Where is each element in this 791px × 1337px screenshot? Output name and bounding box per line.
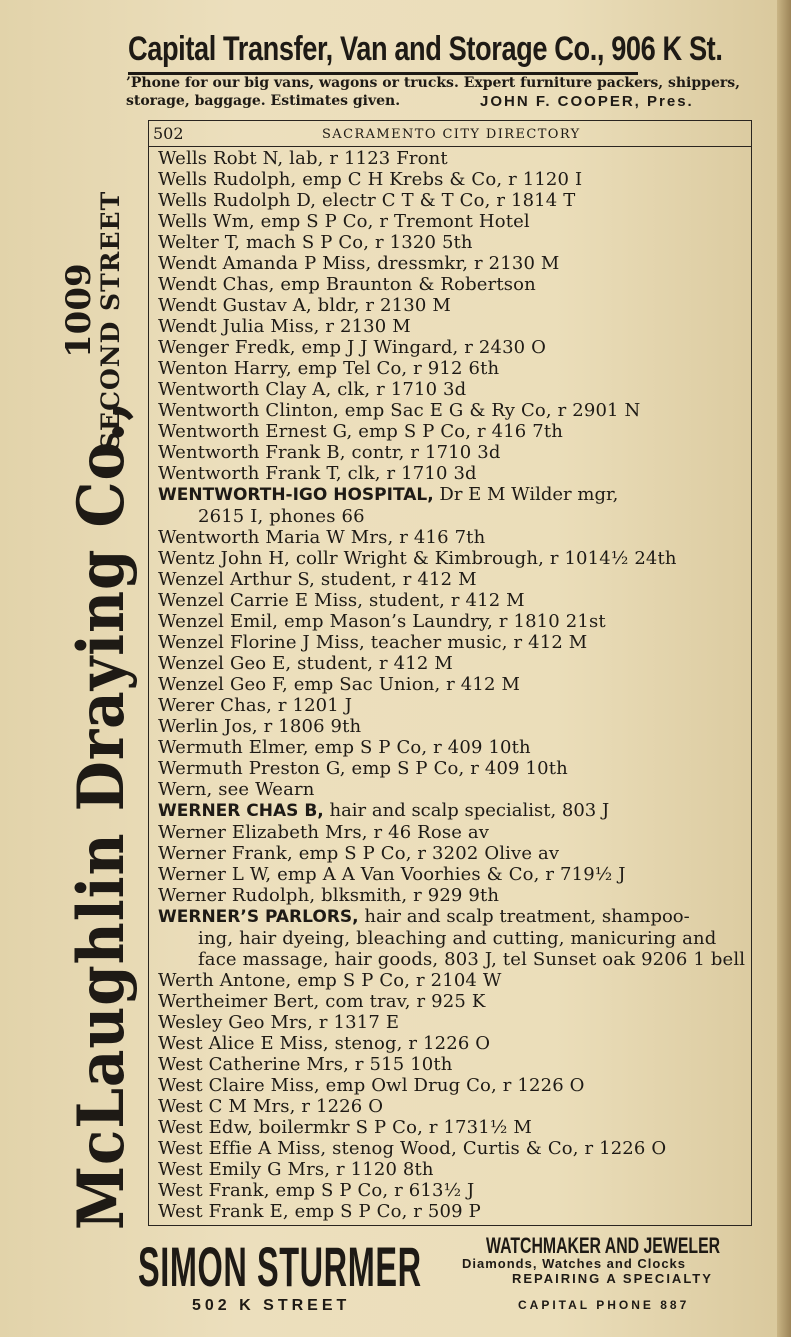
directory-entry: West Frank, emp S P Co, r 613½ J — [158, 1180, 475, 1201]
page-number: 502 — [153, 124, 184, 143]
directory-entry: Wenzel Carrie E Miss, student, r 412 M — [158, 590, 525, 611]
directory-entry: West Frank E, emp S P Co, r 509 P — [158, 1201, 481, 1222]
directory-entry: Wells Wm, emp S P Co, r Tremont Hotel — [158, 211, 530, 232]
directory-entry: Wentworth Frank B, contr, r 1710 3d — [158, 442, 501, 463]
directory-entry: Wells Rudolph, emp C H Krebs & Co, r 1120 I — [158, 169, 583, 190]
directory-entry: Wenzel Arthur S, student, r 412 M — [158, 569, 477, 590]
directory-entry: Werner Frank, emp S P Co, r 3202 Olive av — [158, 843, 560, 864]
directory-entry: Werner Elizabeth Mrs, r 46 Rose av — [158, 822, 490, 843]
directory-entry-continuation: ing, hair dyeing, bleaching and cutting, manicuring and — [198, 928, 717, 949]
directory-entry: Wendt Julia Miss, r 2130 M — [158, 316, 411, 337]
entry-bold-name: WENTWORTH-IGO HOSPITAL, — [158, 485, 434, 505]
top-ad-title: Capital Transfer, Van and Storage Co., 906 K St. — [128, 30, 723, 68]
directory-entry: Werer Chas, r 1201 J — [158, 695, 353, 716]
directory-entry: Wentworth Clay A, clk, r 1710 3d — [158, 379, 467, 400]
directory-entry: Wentz John H, collr Wright & Kimbrough, r 1014½ 24th — [158, 548, 677, 569]
header-rule — [148, 146, 751, 147]
entry-bold-name: WERNER CHAS B, — [158, 801, 324, 821]
directory-entry: Wendt Chas, emp Braunton & Robertson — [158, 274, 536, 295]
directory-entry: Wenzel Geo E, student, r 412 M — [158, 653, 453, 674]
directory-entry: Wern, see Wearn — [158, 779, 315, 800]
directory-entry: Wenger Fredk, emp J J Wingard, r 2430 O — [158, 337, 547, 358]
bottom-ad-name: SIMON STURMER — [138, 1235, 422, 1298]
directory-entry: West Claire Miss, emp Owl Drug Co, r 1226 O — [158, 1075, 585, 1096]
directory-entry: Werlin Jos, r 1806 9th — [158, 716, 362, 737]
directory-entry: Wenzel Florine J Miss, teacher music, r 412 M — [158, 632, 588, 653]
directory-entry: West Edw, boilermkr S P Co, r 1731½ M — [158, 1117, 532, 1138]
entry-text: hair and scalp specialist, 803 J — [323, 800, 610, 821]
directory-entry: Wenzel Geo F, emp Sac Union, r 412 M — [158, 674, 521, 695]
side-ad-street: SECOND STREET — [96, 190, 125, 450]
directory-entry: West Effie A Miss, stenog Wood, Curtis & Co, r 1226 O — [158, 1138, 667, 1159]
directory-entry — [158, 906, 750, 928]
bottom-ad-line-2: Diamonds, Watches and Clocks — [462, 1256, 687, 1271]
directory-entry — [158, 484, 750, 506]
entry-text: hair and scalp treatment, shampoo- — [358, 906, 690, 927]
directory-entry: West Alice E Miss, stenog, r 1226 O — [158, 1033, 491, 1054]
directory-entry: Wentworth Clinton, emp Sac E G & Ry Co, r 2901 N — [158, 400, 641, 421]
side-ad-number: 1009 — [59, 263, 99, 358]
bottom-ad-line-3: REPAIRING A SPECIALTY — [512, 1271, 713, 1286]
directory-entry: Wenzel Emil, emp Mason’s Laundry, r 1810 21st — [158, 611, 606, 632]
directory-entry: Wesley Geo Mrs, r 1317 E — [158, 1012, 400, 1033]
entry-bold-name: WERNER’S PARLORS, — [158, 907, 359, 927]
directory-entry: Wermuth Preston G, emp S P Co, r 409 10th — [158, 758, 568, 779]
directory-entry: Wendt Gustav A, bldr, r 2130 M — [158, 295, 451, 316]
directory-entry: Wentworth Ernest G, emp S P Co, r 416 7th — [158, 421, 564, 442]
side-ad — [60, 120, 160, 1230]
top-ad-line-1: ’Phone for our big vans, wagons or trucks. Expert furniture packers, shippers, — [126, 75, 740, 91]
directory-entries — [158, 148, 750, 1222]
directory-entry: Werner Rudolph, blksmith, r 929 9th — [158, 885, 500, 906]
side-ad-address — [59, 190, 125, 450]
directory-entry: Wells Rudolph D, electr C T & T Co, r 1814 T — [158, 190, 576, 211]
directory-entry: West C M Mrs, r 1226 O — [158, 1096, 384, 1117]
directory-entry-continuation: 2615 I, phones 66 — [198, 506, 365, 527]
directory-entry — [158, 800, 750, 822]
directory-entry: Wentworth Frank T, clk, r 1710 3d — [158, 463, 477, 484]
directory-entry: Wendt Amanda P Miss, dressmkr, r 2130 M — [158, 253, 560, 274]
entry-text: Dr E M Wilder mgr, — [433, 484, 619, 505]
directory-entry: Wertheimer Bert, com trav, r 925 K — [158, 991, 486, 1012]
page-edge — [777, 0, 791, 1337]
directory-entry-continuation: face massage, hair goods, 803 J, tel Sunset oak 9206 1 bell — [198, 949, 746, 970]
directory-entry: Wells Robt N, lab, r 1123 Front — [158, 148, 448, 169]
directory-entry: Wermuth Elmer, emp S P Co, r 409 10th — [158, 737, 531, 758]
directory-entry: West Emily G Mrs, r 1120 8th — [158, 1159, 434, 1180]
directory-entry: Werner L W, emp A A Van Voorhies & Co, r 719½ J — [158, 864, 626, 885]
bottom-ad-phone: CAPITAL PHONE 887 — [518, 1298, 690, 1312]
directory-entry: Werth Antone, emp S P Co, r 2104 W — [158, 970, 502, 991]
directory-entry: West Catherine Mrs, r 515 10th — [158, 1054, 453, 1075]
bottom-ad-title: WATCHMAKER AND JEWELER — [486, 1233, 721, 1258]
top-ad-signature: JOHN F. COOPER, Pres. — [480, 93, 694, 110]
directory-entry: Welter T, mach S P Co, r 1320 5th — [158, 232, 473, 253]
directory-entry: Wentworth Maria W Mrs, r 416 7th — [158, 527, 486, 548]
directory-entry: Wenton Harry, emp Tel Co, r 912 6th — [158, 358, 500, 379]
running-title: SACRAMENTO CITY DIRECTORY — [322, 127, 581, 142]
side-ad-name: McLaughlin Draying Co., — [64, 399, 139, 1230]
bottom-ad-address: 502 K STREET — [192, 1297, 351, 1314]
top-ad-line-2: storage, baggage. Estimates given. — [126, 93, 401, 109]
